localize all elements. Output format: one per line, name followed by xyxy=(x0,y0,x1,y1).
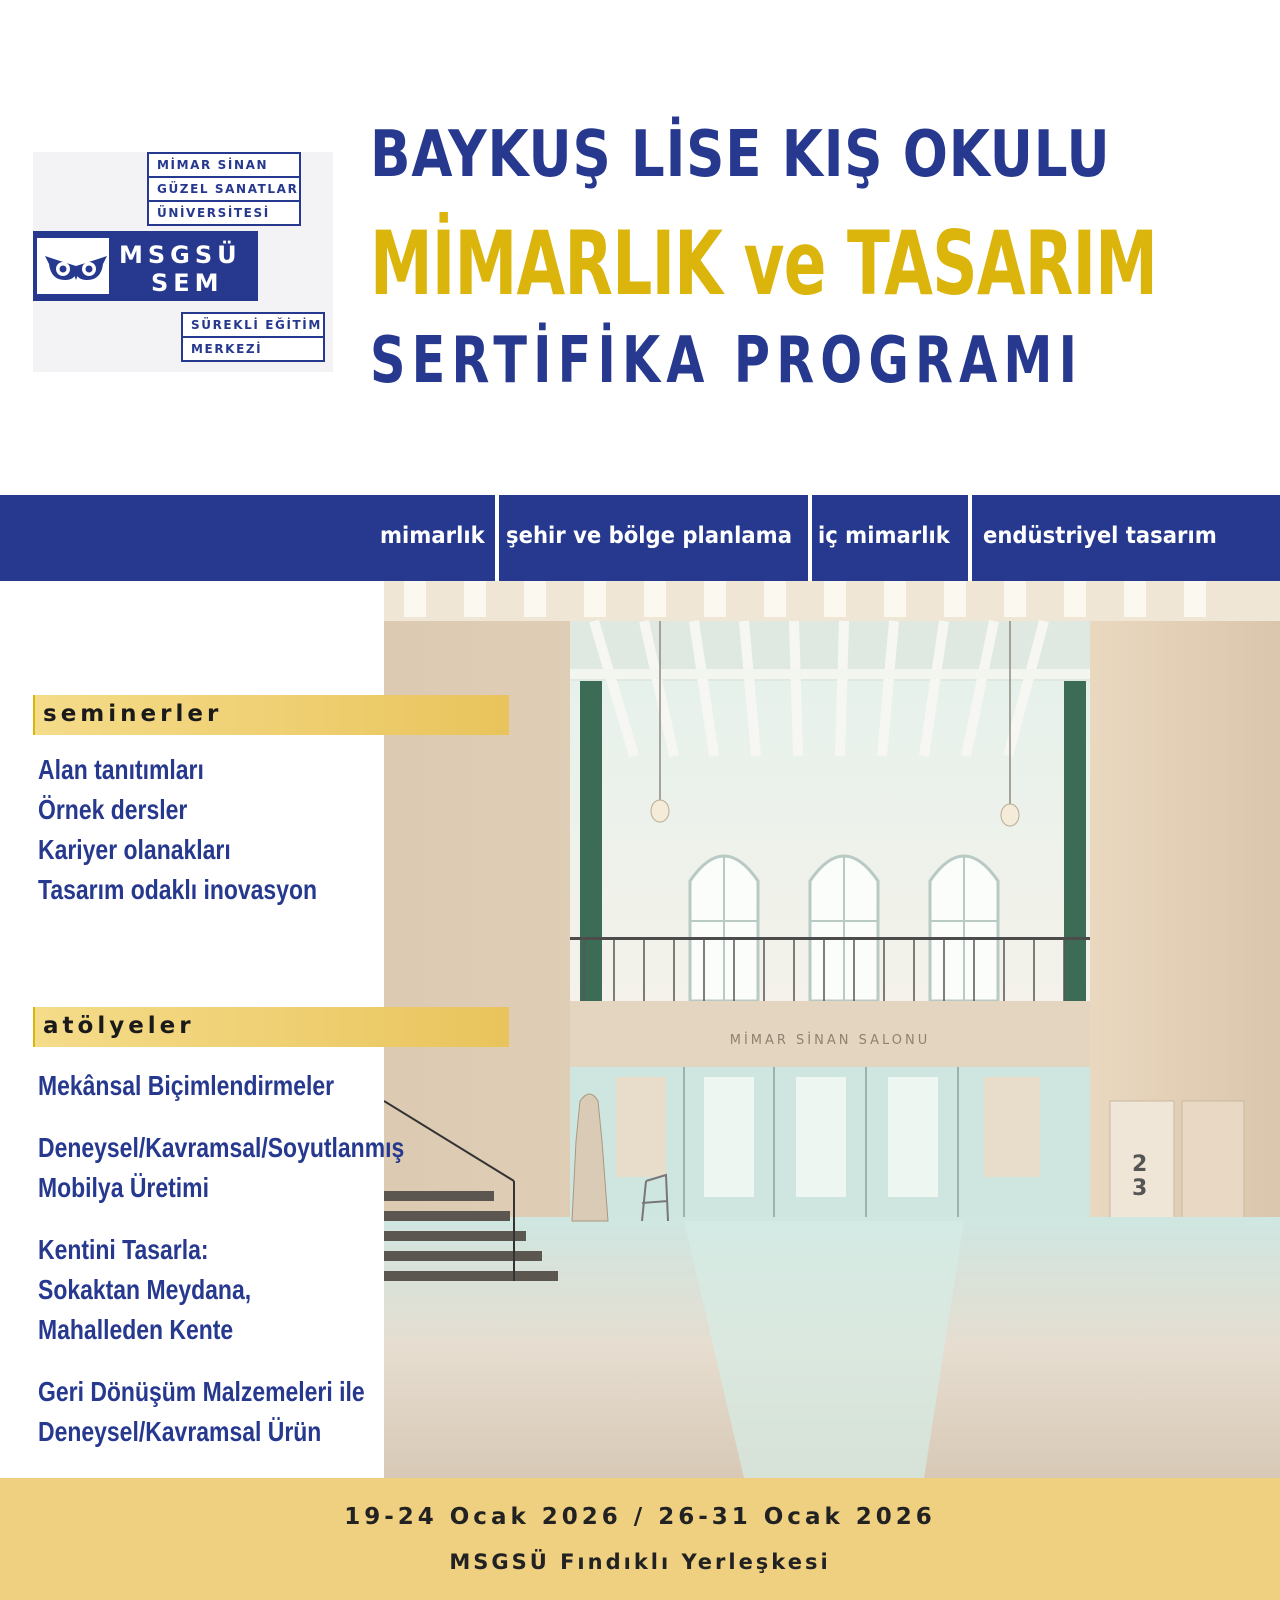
seminars-heading: seminerler xyxy=(43,701,223,727)
seminar-item: Kariyer olanakları xyxy=(38,834,231,865)
category-band xyxy=(0,495,1280,581)
seminars-heading-bar xyxy=(33,695,509,735)
workshop-item: Geri Dönüşüm Malzemeleri ile xyxy=(38,1376,365,1407)
workshop-item: Mahalleden Kente xyxy=(38,1314,234,1345)
workshop-item: Kentini Tasarla: xyxy=(38,1234,209,1265)
title-line-2: MİMARLIK ve TASARIM xyxy=(370,212,1158,315)
footer-band xyxy=(0,1478,1280,1600)
logo-core xyxy=(33,231,258,301)
event-venue: MSGSÜ Fındıklı Yerleşkesi xyxy=(449,1550,831,1574)
workshop-item: Mekânsal Biçimlendirmeler xyxy=(38,1070,335,1101)
category-separator xyxy=(808,495,812,581)
svg-text:2: 2 xyxy=(1132,1152,1148,1177)
logo-line-1: MİMAR SİNAN xyxy=(147,152,301,178)
seminar-item: Örnek dersler xyxy=(38,794,188,825)
hall-sign: MİMAR SİNAN SALONU xyxy=(729,1033,931,1048)
category-interior-architecture: iç mimarlık xyxy=(818,523,950,549)
category-architecture: mimarlık xyxy=(380,523,485,549)
workshop-item: Deneysel/Kavramsal/Soyutlanmış xyxy=(38,1132,405,1163)
workshop-item: Mobilya Üretimi xyxy=(38,1172,209,1203)
logo-owl-frame xyxy=(35,236,111,296)
title-line-3: SERTİFİKA PROGRAMI xyxy=(370,324,1084,398)
seminar-item: Alan tanıtımları xyxy=(38,754,204,785)
logo-acronym: MSGSÜ xyxy=(119,241,242,269)
title-line-1: BAYKUŞ LİSE KIŞ OKULU xyxy=(370,118,1111,192)
logo-unit: SEM xyxy=(151,269,224,297)
svg-text:3: 3 xyxy=(1132,1176,1148,1201)
owl-icon xyxy=(43,250,109,286)
category-separator xyxy=(495,495,499,581)
logo-bottom-line-1: SÜREKLİ EĞİTİM xyxy=(181,312,325,338)
category-industrial-design: endüstriyel tasarım xyxy=(983,523,1217,549)
hall-illustration xyxy=(384,581,1280,1478)
hall-photo xyxy=(384,581,1280,1478)
event-dates: 19-24 Ocak 2026 / 26-31 Ocak 2026 xyxy=(344,1504,936,1530)
workshop-item: Sokaktan Meydana, xyxy=(38,1274,252,1305)
workshop-item: Deneysel/Kavramsal Ürün xyxy=(38,1416,322,1447)
logo-line-3: ÜNİVERSİTESİ xyxy=(147,200,301,226)
category-separator xyxy=(968,495,972,581)
workshops-heading: atölyeler xyxy=(43,1013,195,1039)
logo-bottom-line-2: MERKEZİ xyxy=(181,336,325,362)
seminar-item: Tasarım odaklı inovasyon xyxy=(38,874,318,905)
workshops-heading-bar xyxy=(33,1007,509,1047)
logo-line-2: GÜZEL SANATLAR xyxy=(147,176,301,202)
category-urban-planning: şehir ve bölge planlama xyxy=(506,523,792,549)
msgsu-sem-logo xyxy=(33,152,333,372)
